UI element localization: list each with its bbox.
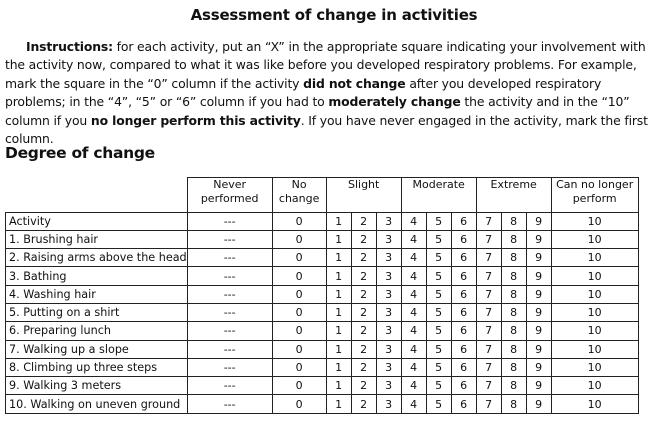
score-1-cell[interactable]: 1 <box>326 267 351 285</box>
score-9-cell[interactable]: 9 <box>526 285 551 303</box>
score-8-cell[interactable]: 8 <box>501 395 526 413</box>
score-4-cell[interactable]: 4 <box>401 377 426 395</box>
subheader-moderate-4: 4 <box>401 212 426 230</box>
subheader-slight-3: 3 <box>376 212 401 230</box>
score-9-cell[interactable]: 9 <box>526 249 551 267</box>
activity-cell: 10. Walking on uneven ground <box>6 395 188 413</box>
score-7-cell[interactable]: 7 <box>476 285 501 303</box>
score-7-cell[interactable]: 7 <box>476 267 501 285</box>
score-7-cell[interactable]: 7 <box>476 395 501 413</box>
score-1-cell[interactable]: 1 <box>326 340 351 358</box>
header-blank-cell <box>6 178 188 213</box>
subheader-moderate-5: 5 <box>426 212 451 230</box>
instructions-emphasis-3: no longer perform this activity <box>90 112 301 128</box>
page-title: Assessment of change in activities <box>190 6 478 24</box>
score-1-cell[interactable]: 1 <box>326 395 351 413</box>
instructions-emphasis-2: moderately change <box>328 94 461 110</box>
score-5-cell[interactable]: 5 <box>426 340 451 358</box>
score-1-cell[interactable]: 1 <box>326 285 351 303</box>
score-0-cell[interactable]: 0 <box>272 230 326 248</box>
subheader-moderate-6: 6 <box>451 212 476 230</box>
score-4-cell[interactable]: 4 <box>401 267 426 285</box>
score-10-cell[interactable]: 10 <box>551 358 638 376</box>
score-5-cell[interactable]: 5 <box>426 395 451 413</box>
score-0-cell[interactable]: 0 <box>272 303 326 321</box>
score-2-cell[interactable]: 2 <box>351 267 376 285</box>
score-3-cell[interactable]: 3 <box>376 322 401 340</box>
score-6-cell[interactable]: 6 <box>451 377 476 395</box>
score-10-cell[interactable]: 10 <box>551 340 638 358</box>
score-5-cell[interactable]: 5 <box>426 322 451 340</box>
score-4-cell[interactable]: 4 <box>401 358 426 376</box>
score-1-cell[interactable]: 1 <box>326 322 351 340</box>
table-row <box>6 267 639 285</box>
activity-cell: 5. Putting on a shirt <box>6 303 188 321</box>
score-0-cell[interactable]: 0 <box>272 340 326 358</box>
score-9-cell[interactable]: 9 <box>526 303 551 321</box>
subheader-extreme-9: 9 <box>526 212 551 230</box>
score-6-cell[interactable]: 6 <box>451 395 476 413</box>
score-7-cell[interactable]: 7 <box>476 340 501 358</box>
score-2-cell[interactable]: 2 <box>351 395 376 413</box>
score-10-cell[interactable]: 10 <box>551 267 638 285</box>
header-can-no-longer-perform: Can no longer perform <box>551 178 638 213</box>
table-row <box>6 249 639 267</box>
never-performed-cell[interactable]: --- <box>187 358 272 376</box>
score-9-cell[interactable]: 9 <box>526 358 551 376</box>
never-performed-cell[interactable]: --- <box>187 322 272 340</box>
score-0-cell[interactable]: 0 <box>272 395 326 413</box>
score-3-cell[interactable]: 3 <box>376 340 401 358</box>
score-10-cell[interactable]: 10 <box>551 285 638 303</box>
score-2-cell[interactable]: 2 <box>351 340 376 358</box>
score-5-cell[interactable]: 5 <box>426 249 451 267</box>
instructions-segment-4: . If you have never engaged in the activity, mark the first column. <box>5 112 648 147</box>
score-1-cell[interactable]: 1 <box>326 249 351 267</box>
subheader-no-change: 0 <box>272 212 326 230</box>
activity-cell: 2. Raising arms above the head <box>6 249 188 267</box>
score-0-cell[interactable]: 0 <box>272 267 326 285</box>
instructions-label: Instructions: <box>26 39 113 54</box>
score-4-cell[interactable]: 4 <box>401 322 426 340</box>
activity-cell: 8. Climbing up three steps <box>6 358 188 376</box>
score-7-cell[interactable]: 7 <box>476 358 501 376</box>
score-3-cell[interactable]: 3 <box>376 395 401 413</box>
instructions-segment-3: the activity and in the “10” column if you <box>5 94 630 128</box>
never-performed-cell[interactable]: --- <box>187 303 272 321</box>
score-5-cell[interactable]: 5 <box>426 377 451 395</box>
instructions-emphasis-1: did not change <box>303 75 406 91</box>
score-1-cell[interactable]: 1 <box>326 303 351 321</box>
score-6-cell[interactable]: 6 <box>451 285 476 303</box>
score-9-cell[interactable]: 9 <box>526 322 551 340</box>
score-8-cell[interactable]: 8 <box>501 377 526 395</box>
header-row <box>6 178 639 213</box>
instructions-segment-2: after you developed respiratory problems; in the “4”, “5” or “6” column if you had to <box>5 75 602 110</box>
table-row <box>6 395 639 413</box>
never-performed-cell[interactable]: --- <box>187 340 272 358</box>
score-8-cell[interactable]: 8 <box>501 249 526 267</box>
score-6-cell[interactable]: 6 <box>451 340 476 358</box>
score-8-cell[interactable]: 8 <box>501 358 526 376</box>
score-10-cell[interactable]: 10 <box>551 395 638 413</box>
subheader-extreme-8: 8 <box>501 212 526 230</box>
instructions-segment-1: for each activity, put an “X” in the appropriate square indicating your involvement with the activity now, compared to what it was like before you developed respiratory problems. For example, mark the square in the “0” column if the activity <box>5 39 646 91</box>
instructions-paragraph <box>5 38 665 148</box>
score-3-cell[interactable]: 3 <box>376 303 401 321</box>
score-8-cell[interactable]: 8 <box>501 322 526 340</box>
header-slight: Slight <box>326 178 401 213</box>
activity-cell: 6. Preparing lunch <box>6 322 188 340</box>
score-5-cell[interactable]: 5 <box>426 358 451 376</box>
score-8-cell[interactable]: 8 <box>501 285 526 303</box>
score-4-cell[interactable]: 4 <box>401 285 426 303</box>
score-2-cell[interactable]: 2 <box>351 358 376 376</box>
score-0-cell[interactable]: 0 <box>272 285 326 303</box>
score-5-cell[interactable]: 5 <box>426 285 451 303</box>
score-0-cell[interactable]: 0 <box>272 322 326 340</box>
score-8-cell[interactable]: 8 <box>501 340 526 358</box>
score-1-cell[interactable]: 1 <box>326 358 351 376</box>
score-3-cell[interactable]: 3 <box>376 285 401 303</box>
header-extreme: Extreme <box>476 178 551 213</box>
score-2-cell[interactable]: 2 <box>351 303 376 321</box>
score-7-cell[interactable]: 7 <box>476 249 501 267</box>
score-9-cell[interactable]: 9 <box>526 340 551 358</box>
score-4-cell[interactable]: 4 <box>401 303 426 321</box>
score-6-cell[interactable]: 6 <box>451 303 476 321</box>
never-performed-cell[interactable]: --- <box>187 249 272 267</box>
score-4-cell[interactable]: 4 <box>401 249 426 267</box>
score-0-cell[interactable]: 0 <box>272 358 326 376</box>
score-2-cell[interactable]: 2 <box>351 377 376 395</box>
table-row <box>6 285 639 303</box>
score-10-cell[interactable]: 10 <box>551 249 638 267</box>
score-1-cell[interactable]: 1 <box>326 230 351 248</box>
score-10-cell[interactable]: 10 <box>551 303 638 321</box>
score-9-cell[interactable]: 9 <box>526 395 551 413</box>
table-row <box>6 358 639 376</box>
score-6-cell[interactable]: 6 <box>451 322 476 340</box>
score-6-cell[interactable]: 6 <box>451 230 476 248</box>
score-10-cell[interactable]: 10 <box>551 230 638 248</box>
score-8-cell[interactable]: 8 <box>501 230 526 248</box>
score-6-cell[interactable]: 6 <box>451 249 476 267</box>
never-performed-cell[interactable]: --- <box>187 267 272 285</box>
score-7-cell[interactable]: 7 <box>476 303 501 321</box>
never-performed-cell[interactable]: --- <box>187 285 272 303</box>
table-row <box>6 303 639 321</box>
subheader-extreme-7: 7 <box>476 212 501 230</box>
header-never-performed: Never performed <box>187 178 272 213</box>
score-10-cell[interactable]: 10 <box>551 377 638 395</box>
score-5-cell[interactable]: 5 <box>426 230 451 248</box>
subheader-never: --- <box>187 212 272 230</box>
score-4-cell[interactable]: 4 <box>401 230 426 248</box>
score-4-cell[interactable]: 4 <box>401 395 426 413</box>
score-1-cell[interactable]: 1 <box>326 377 351 395</box>
activity-cell: 7. Walking up a slope <box>6 340 188 358</box>
score-9-cell[interactable]: 9 <box>526 377 551 395</box>
subheader-slight-1: 1 <box>326 212 351 230</box>
activity-cell: 1. Brushing hair <box>6 230 188 248</box>
score-5-cell[interactable]: 5 <box>426 303 451 321</box>
score-2-cell[interactable]: 2 <box>351 322 376 340</box>
score-7-cell[interactable]: 7 <box>476 377 501 395</box>
never-performed-cell[interactable]: --- <box>187 395 272 413</box>
header-moderate: Moderate <box>401 178 476 213</box>
score-10-cell[interactable]: 10 <box>551 322 638 340</box>
activity-rows <box>6 230 639 413</box>
never-performed-cell[interactable]: --- <box>187 230 272 248</box>
section-title: Degree of change <box>5 144 155 162</box>
subheader-slight-2: 2 <box>351 212 376 230</box>
score-0-cell[interactable]: 0 <box>272 377 326 395</box>
table-row <box>6 340 639 358</box>
score-0-cell[interactable]: 0 <box>272 249 326 267</box>
table-row <box>6 377 639 395</box>
subheader-no-longer: 10 <box>551 212 638 230</box>
score-3-cell[interactable]: 3 <box>376 358 401 376</box>
activity-cell: 9. Walking 3 meters <box>6 377 188 395</box>
table-row <box>6 322 639 340</box>
score-6-cell[interactable]: 6 <box>451 358 476 376</box>
score-3-cell[interactable]: 3 <box>376 267 401 285</box>
score-6-cell[interactable]: 6 <box>451 267 476 285</box>
score-4-cell[interactable]: 4 <box>401 340 426 358</box>
header-no-change: No change <box>272 178 326 213</box>
activity-cell: 3. Bathing <box>6 267 188 285</box>
score-7-cell[interactable]: 7 <box>476 322 501 340</box>
score-9-cell[interactable]: 9 <box>526 230 551 248</box>
assessment-table <box>5 177 639 414</box>
subheader-activity: Activity <box>6 212 188 230</box>
score-3-cell[interactable]: 3 <box>376 230 401 248</box>
instructions-text <box>5 38 665 148</box>
activity-cell: 4. Washing hair <box>6 285 188 303</box>
score-2-cell[interactable]: 2 <box>351 230 376 248</box>
score-8-cell[interactable]: 8 <box>501 267 526 285</box>
never-performed-cell[interactable]: --- <box>187 377 272 395</box>
subheader-row <box>6 212 639 230</box>
score-7-cell[interactable]: 7 <box>476 230 501 248</box>
score-2-cell[interactable]: 2 <box>351 285 376 303</box>
score-9-cell[interactable]: 9 <box>526 267 551 285</box>
table-row <box>6 230 639 248</box>
score-5-cell[interactable]: 5 <box>426 267 451 285</box>
score-3-cell[interactable]: 3 <box>376 377 401 395</box>
score-8-cell[interactable]: 8 <box>501 303 526 321</box>
score-3-cell[interactable]: 3 <box>376 249 401 267</box>
score-2-cell[interactable]: 2 <box>351 249 376 267</box>
